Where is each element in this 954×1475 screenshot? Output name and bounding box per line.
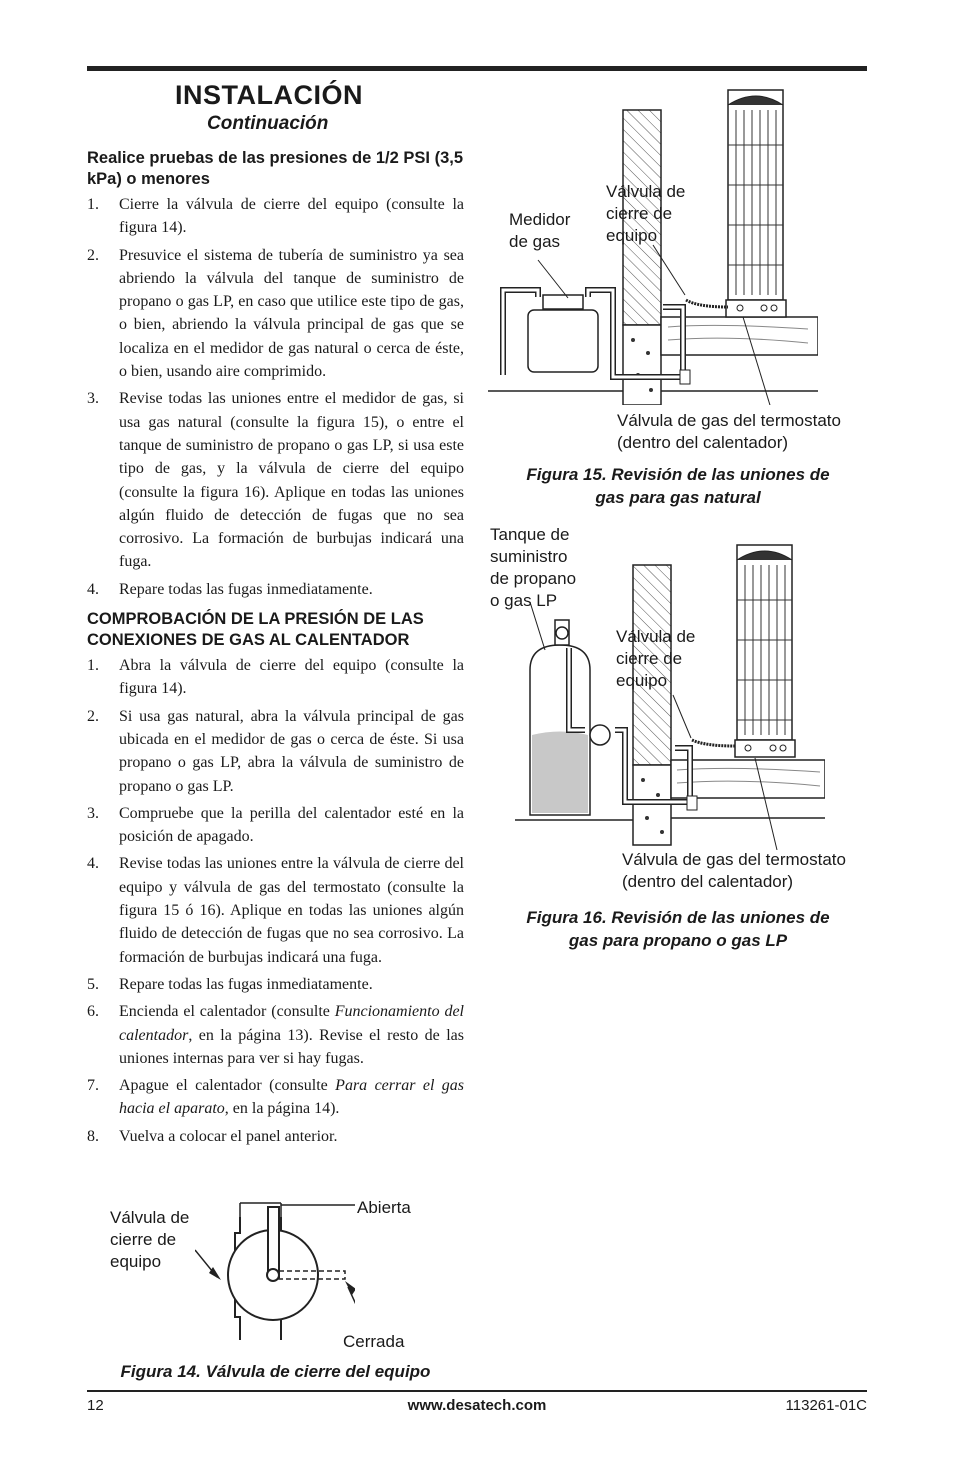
list-item: [87, 244, 464, 384]
fig15-thermostat-label: Válvula de gas del termostato (dentro del calentador): [617, 411, 841, 452]
list-item-number: 4.: [87, 580, 99, 598]
list-item-number: 2.: [87, 707, 99, 725]
fig14-caption: Figura 14. Válvula de cierre del equipo: [120, 1362, 431, 1381]
list-item: [87, 852, 464, 968]
left-column: [87, 148, 464, 1156]
list-item-reference: Funcionamiento del calentador: [119, 1003, 464, 1044]
fig14-open-label: Abierta: [357, 1198, 411, 1217]
list-item-text: Abra la válvula de cierre del equipo (consulte la figura 14).: [119, 657, 464, 698]
top-rule: [87, 66, 867, 71]
list-item-number: 6.: [87, 1003, 99, 1021]
section2-heading: COMPROBACIÓN DE LA PRESIÓN DE LAS CONEXIONES DE GAS AL CALENTADOR: [87, 610, 424, 650]
list-item-text: , en la página 14).: [224, 1100, 340, 1118]
section2-list: [87, 654, 464, 1148]
list-item: [87, 387, 464, 573]
footer-rule: [87, 1390, 867, 1392]
document-code: 113261-01C: [785, 1397, 867, 1414]
fig14-valve-label: Válvula de cierre de equipo: [110, 1208, 190, 1271]
list-item-text: Vuelva a colocar el panel anterior.: [119, 1127, 338, 1145]
list-item-number: 3.: [87, 804, 99, 822]
list-item-text: Si usa gas natural, abra la válvula principal de gas ubicada en el medidor de gas o cerca de éste. Si usa propano o gas LP, abra la válvula de suministro de propano o gas LP.: [119, 707, 464, 795]
page-subtitle: Continuación: [207, 113, 329, 134]
list-item-text: Revise todas las uniones entre la válvula de cierre del equipo y válvula de gas del termostato (consulte la figura 15 ó 16). Aplique en todas las uniones algún fluido de detección de fugas que no sea corrosivo. La formación de burbujas indicará una fuga.: [119, 855, 464, 966]
fig14-closed-label: Cerrada: [343, 1332, 405, 1351]
fig16-thermostat-label: Válvula de gas del termostato (dentro del calentador): [622, 850, 846, 891]
figure14-valve-diagram: [195, 1195, 355, 1355]
list-item-number: 2.: [87, 246, 99, 264]
list-item-text: Apague el calentador (consulte: [119, 1077, 336, 1095]
fig16-caption: Figura 16. Revisión de las uniones de gas para propano o gas LP: [526, 908, 830, 950]
list-item-text: Repare todas las fugas inmediatamente.: [119, 975, 373, 993]
list-item-text: Cierre la válvula de cierre del equipo (consulte la figura 14).: [119, 196, 464, 237]
page-title: INSTALACIÓN: [175, 80, 363, 110]
list-item: [87, 973, 464, 996]
list-item-reference: Para cerrar el gas hacia el aparato: [119, 1077, 465, 1118]
fig15-meter-label: Medidor de gas: [509, 210, 571, 251]
fig16-tank-label: Tanque de suministro de propano o gas LP: [490, 525, 577, 610]
list-item-text: , en la página 13). Revise el resto de las uniones internas para ver si hay fugas.: [119, 1026, 464, 1067]
list-item-number: 7.: [87, 1077, 99, 1095]
list-item-number: 5.: [87, 975, 99, 993]
fig15-caption: Figura 15. Revisión de las uniones de gas para gas natural: [526, 465, 830, 507]
list-item: [87, 1000, 464, 1070]
list-item: [87, 654, 464, 701]
list-item-text: Compruebe que la perilla del calentador esté en la posición de apagado.: [119, 804, 464, 846]
list-item-text: Repare todas las fugas inmediatamente.: [119, 580, 373, 598]
list-item-number: 1.: [87, 657, 99, 675]
section1-heading: Realice pruebas de las presiones de 1/2 PSI (3,5 kPa) o menores: [87, 149, 464, 188]
list-item-number: 3.: [87, 390, 99, 408]
list-item-number: 4.: [87, 855, 99, 873]
page-number: 12: [87, 1397, 104, 1414]
list-item-text: Encienda el calentador (consulte: [119, 1003, 335, 1021]
list-item-text: Revise todas las uniones entre el medidor de gas, si usa gas natural (consulte la figura 15), o entre el tanque de suministro de propano o gas LP, si usa este tipo de gas, y la válvula de cierre del equipo (consulte la figura 16). Aplique en todas las uniones algún fluido de detección de fugas que no sea corrosivo. La formación de burbujas indicará una fuga.: [119, 390, 464, 571]
fig15-valve-label: Válvula de cierre de equipo: [606, 182, 686, 245]
list-item: [87, 705, 464, 798]
list-item: [87, 578, 464, 601]
section1-list: [87, 193, 464, 601]
fig16-valve-label: Válvula de cierre de equipo: [616, 627, 696, 690]
footer-url[interactable]: www.desatech.com: [407, 1397, 547, 1414]
list-item: [87, 802, 464, 849]
list-item: [87, 1125, 464, 1148]
list-item-text: Presuvice el sistema de tubería de suministro ya sea abriendo la válvula del tanque de suministro de propano o gas LP, en caso que utilice este tipo de gas, o bien, abriendo la válvula principal de gas que se localiza en el medidor de gas natural o cerca de éste, o bien, usando aire comprimido.: [119, 246, 464, 381]
list-item: [87, 193, 464, 240]
list-item-number: 8.: [87, 1127, 99, 1145]
list-item-number: 1.: [87, 196, 99, 213]
list-item: [87, 1074, 464, 1121]
